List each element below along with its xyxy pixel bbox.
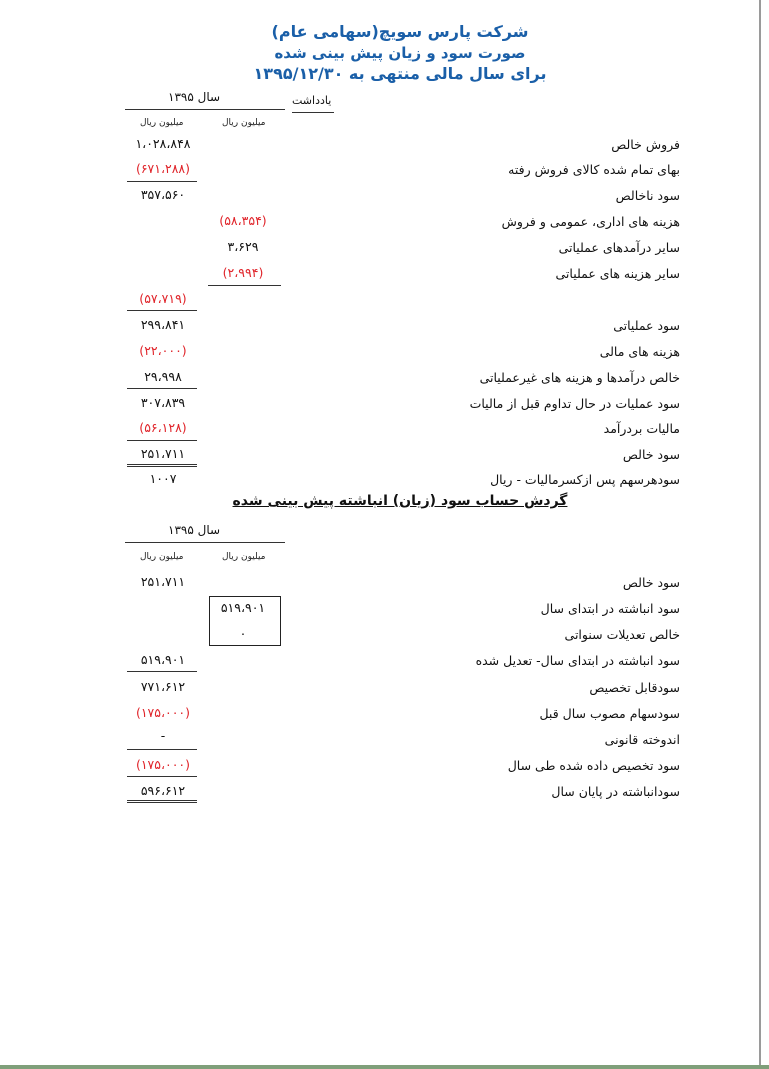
total-double-rule — [127, 800, 197, 803]
row-value: ۵۱۹،۹۰۱ — [220, 600, 266, 615]
period-title: برای سال مالی منتهی به ۱۳۹۵/۱۲/۳۰ — [253, 64, 547, 83]
subtotal-rule — [127, 749, 197, 750]
row-value: (۵۶،۱۲۸) — [139, 420, 187, 435]
row-value: ۳۵۷،۵۶۰ — [140, 187, 186, 202]
row-value: ۵۹۶،۶۱۲ — [140, 783, 186, 798]
row-label: سایر درآمدهای عملیاتی — [558, 240, 680, 255]
row-value: ۳۰۷،۸۳۹ — [140, 395, 186, 410]
subtotal-rule — [208, 285, 281, 286]
row-value: ۲۹۹،۸۴۱ — [140, 317, 186, 332]
statement-title: صورت سود و زیان پیش بینی شده — [274, 44, 526, 62]
row-label: سودسهام مصوب سال قبل — [539, 706, 680, 721]
row-value: (۱۷۵،۰۰۰) — [135, 757, 191, 772]
page-right-border — [759, 0, 761, 1069]
row-label: مالیات بردرآمد — [603, 421, 680, 436]
row-label: سود انباشته در ابتدای سال- تعدیل شده — [475, 653, 680, 668]
section-title — [220, 493, 580, 509]
row-value: ۱،۰۲۸،۸۴۸ — [135, 136, 191, 151]
row-label: سود ناخالص — [615, 188, 680, 203]
row-value: ۷۷۱،۶۱۲ — [140, 679, 186, 694]
unit-col2: میلیون ریال — [222, 552, 266, 562]
subtotal-rule — [127, 388, 197, 389]
subtotal-rule — [127, 310, 197, 311]
unit-col2: میلیون ریال — [222, 118, 266, 128]
row-value: - — [160, 728, 166, 743]
subtotal-rule — [127, 671, 197, 672]
subtotal-rule — [127, 776, 197, 777]
year-header: سال ۱۳۹۵ — [168, 90, 221, 104]
row-value: (۵۸،۳۵۴) — [219, 213, 267, 228]
total-double-rule — [127, 464, 197, 467]
row-label: سود خالص — [622, 447, 680, 462]
year-header-underline — [125, 542, 285, 543]
year-header: سال ۱۳۹۵ — [168, 523, 221, 537]
unit-col1: میلیون ریال — [140, 118, 184, 128]
row-label: سود عملیات در حال تداوم قبل از مالیات — [469, 396, 680, 411]
note-header-underline — [292, 112, 334, 113]
row-value: ۲۵۱،۷۱۱ — [140, 446, 186, 461]
unit-col1: میلیون ریال — [140, 552, 184, 562]
row-value: (۶۷۱،۲۸۸) — [135, 161, 191, 176]
row-label: اندوخته قانونی — [604, 732, 680, 747]
row-value: ۰ — [239, 626, 247, 641]
row-label: سود خالص — [622, 575, 680, 590]
page-bottom-border — [0, 1065, 769, 1069]
subtotal-rule — [127, 181, 197, 182]
row-label: سود انباشته در ابتدای سال — [540, 601, 680, 616]
company-title: شرکت پارس سویچ(سهامی عام) — [271, 22, 529, 41]
year-header-underline — [125, 109, 285, 110]
section-title-text: گردش حساب سود (زیان) انباشته پیش بینی شده — [232, 493, 568, 509]
row-label: سود عملیاتی — [613, 318, 680, 333]
row-label: خالص درآمدها و هزینه های غیرعملیاتی — [479, 370, 680, 385]
row-label: سودقابل تخصیص — [589, 680, 680, 695]
row-label: هزینه های مالی — [599, 344, 680, 359]
row-value: (۱۷۵،۰۰۰) — [135, 705, 191, 720]
row-value: ۵۱۹،۹۰۱ — [140, 652, 186, 667]
row-value: (۲۲،۰۰۰) — [139, 343, 187, 358]
row-label: سود تخصیص داده شده طی سال — [507, 758, 680, 773]
row-label: فروش خالص — [611, 137, 680, 152]
row-label: سودهرسهم پس ازکسرمالیات - ریال — [490, 472, 680, 487]
row-label: بهای تمام شده کالای فروش رفته — [508, 162, 680, 177]
row-value: (۲،۹۹۴) — [222, 265, 264, 280]
row-label: سایر هزینه های عملیاتی — [555, 266, 680, 281]
row-value: ۲۹،۹۹۸ — [144, 369, 182, 384]
row-value: ۲۵۱،۷۱۱ — [140, 574, 186, 589]
row-label: هزینه های اداری، عمومی و فروش — [501, 214, 680, 229]
row-value: ۳،۶۲۹ — [227, 239, 259, 254]
subtotal-rule — [127, 440, 197, 441]
note-header: یادداشت — [292, 94, 332, 107]
row-value: ۱۰۰۷ — [149, 471, 177, 486]
row-value: (۵۷،۷۱۹) — [139, 291, 187, 306]
row-label: سودانباشته در پایان سال — [551, 784, 680, 799]
row-label: خالص تعدیلات سنواتی — [564, 627, 680, 642]
